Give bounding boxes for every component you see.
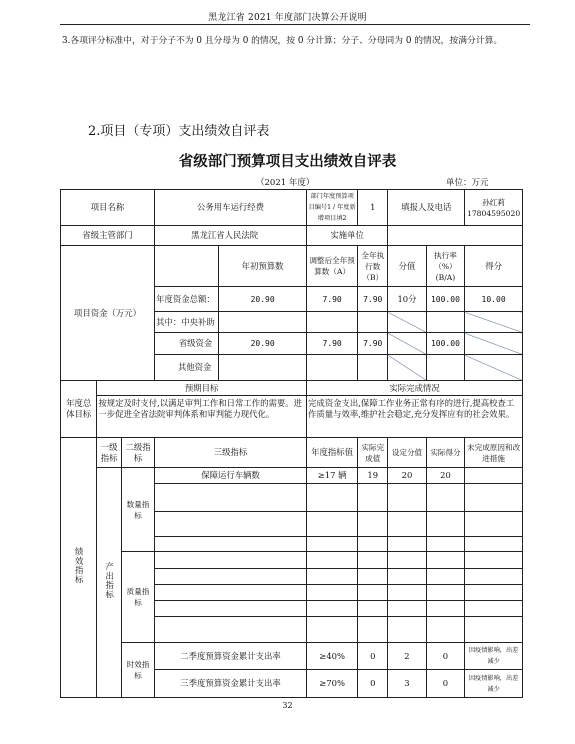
indicator-set-score: 3 [388,670,426,698]
impl-value [388,226,523,246]
funds-label: 项目资金（万元） [61,246,155,381]
row-goals-body [61,396,523,438]
funds-row-label: 其中：中央补助 [155,312,219,333]
impl-label: 实施单位 [306,226,387,246]
perf-h-level2: 二级指标 [121,438,154,468]
year-label: （2021 年度） [256,178,315,188]
perf-h-target: 年度指标值 [306,438,357,468]
contact-name: 孙红莉 [482,197,505,207]
indicator-target: ≥17 辆 [306,468,357,484]
indicator-reason [465,468,523,484]
perf-empty-row [61,552,523,569]
contact-phone: 17804595020 [467,208,521,218]
funds-row-label: 年度资金总额： [155,287,219,312]
indicator-name: 三季度预算资金累计支出率 [155,670,307,698]
indicator-target: ≥40% [306,643,357,670]
perf-label: 绩效指标 [74,547,85,585]
row-funds-header [61,246,523,287]
funds-adjusted: 7.90 [306,333,357,355]
funds-initial: 20.90 [219,333,307,355]
funds-h-initial: 年初预算数 [219,246,307,287]
funds-score: 10.00 [465,287,523,312]
funds-executed [358,355,388,381]
table-title: 省级部门预算项目支出绩效自评表 [178,154,397,170]
funds-score-slash [465,355,523,381]
funds-rate [426,355,464,381]
dept-value: 黑龙江省人民法院 [155,226,307,246]
funds-executed: 7.90 [358,287,388,312]
funds-initial [219,355,307,381]
dept-label: 省级主管部门 [61,226,155,246]
funds-rate: 100.00 [426,287,464,312]
funds-rate [426,312,464,333]
funds-score-slash [465,312,523,333]
perf-h-set-score: 设定分值 [388,438,426,468]
funds-executed: 7.90 [358,333,388,355]
indicator-set-score: 20 [388,468,426,484]
funds-adjusted [306,312,357,333]
funds-score-slash [388,355,426,381]
row-goals-header [61,381,523,396]
indicator-actual: 0 [358,670,388,698]
quantity-label: 数量指标 [121,468,154,552]
indicator-name: 二季度预算资金累计支出率 [155,643,307,670]
indicator-actual-score: 0 [426,643,464,670]
output-label: 产出指标 [104,562,115,600]
indicator-actual: 0 [358,643,388,670]
output-label-cell [97,468,122,698]
funds-score-slash [388,312,426,333]
indicator-actual-score: 0 [426,670,464,698]
page-header: 黑龙江省 2021 年度部门决算公开说明 [208,13,367,23]
unit-label: 单位：万元 [446,178,489,188]
perf-h-level3: 三级指标 [155,438,307,468]
funds-h-adjusted: 调整后全年预算数（A） [306,246,357,287]
funds-h-executed: 全年执行数（B） [358,246,388,287]
funds-header-blank [155,246,219,287]
funds-rate: 100.00 [426,333,464,355]
funds-score-value: 10分 [388,287,426,312]
goals-actual-header: 实际完成情况 [306,381,522,396]
project-name-label: 项目名称 [61,190,155,226]
evaluation-table [60,189,523,698]
funds-score-slash [465,333,523,355]
page-number: 32 [282,701,293,710]
goals-expected-text: 按规定及时支付,以满足审判工作和日常工作的需要。进一步促进全省法院审判体系和审判能力现代化。 [97,396,307,438]
header-rule [60,24,530,25]
funds-h-score: 得分 [465,246,523,287]
project-code-label: 部门年度预算项目编号1 / 年度新增项目填2 [306,190,357,226]
contact-label: 填报人及电话 [388,190,465,226]
contact-cell [465,190,523,226]
perf-h-reason: 未完成原因和改进措施 [465,438,523,468]
funds-row-label: 其他资金 [155,355,219,381]
quality-label: 质量指标 [121,552,154,643]
timeliness-label: 时效指标 [121,643,154,698]
row-perf-header [61,438,523,468]
goals-label: 年度总体目标 [61,381,97,438]
project-name-value: 公务用车运行经费 [155,190,307,226]
perf-label-cell [61,438,97,698]
project-code-value: 1 [358,190,388,226]
indicator-actual-score: 20 [426,468,464,484]
perf-h-level1: 一级指标 [97,438,122,468]
funds-initial: 20.90 [219,287,307,312]
funds-h-score-value: 分值 [388,246,426,287]
indicator-reason: 因疫情影响，出差减少 [465,670,523,698]
perf-timeliness-row [61,643,523,670]
funds-score-slash [388,333,426,355]
indicator-reason: 因疫情影响，出差减少 [465,643,523,670]
row-project-name [61,190,523,226]
indicator-name: 保障运行车辆数 [155,468,307,484]
funds-adjusted [306,355,357,381]
scoring-note: 3.各项评分标准中，对于分子不为 0 且分母为 0 的情况，按 0 分计算；分子、分母同为 0 的情况，按满分计算。 [62,36,503,46]
goals-expected-header: 预期目标 [97,381,307,396]
perf-h-actual-score: 实际得分 [426,438,464,468]
funds-executed [358,312,388,333]
funds-h-rate: 执行率（%）(B/A) [426,246,464,287]
indicator-set-score: 2 [388,643,426,670]
indicator-actual: 19 [358,468,388,484]
funds-initial [219,312,307,333]
perf-h-actual: 实际完成值 [358,438,388,468]
section-heading: 2.项目（专项）支出绩效自评表 [88,124,270,139]
perf-quantity-row [61,468,523,484]
funds-row-label: 省级资金 [155,333,219,355]
goals-actual-text: 完成资金支出,保障工作业务正常有序的进行,提高校查工作质量与效率,维护社会稳定,充分发挥应有的社会效果。 [306,396,522,438]
row-department [61,226,523,246]
indicator-target: ≥70% [306,670,357,698]
funds-adjusted: 7.90 [306,287,357,312]
